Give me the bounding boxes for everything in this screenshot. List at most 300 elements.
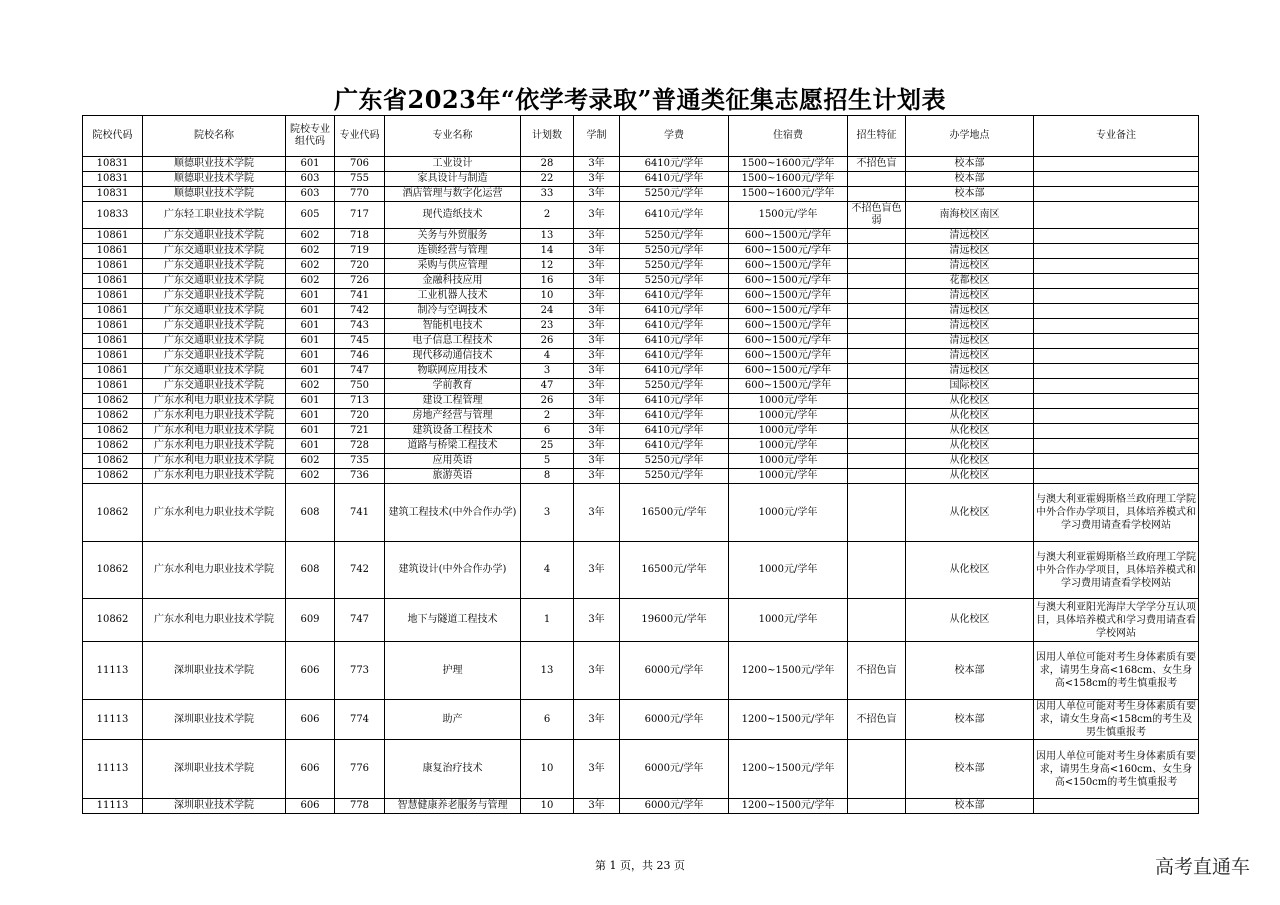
cell-duration: 3年 (574, 484, 620, 542)
cell-tuition: 6410元/学年 (620, 424, 729, 439)
cell-accommodation: 1500元/学年 (729, 202, 848, 229)
cell-group-code: 601 (286, 289, 335, 304)
cell-plan-count: 2 (521, 202, 574, 229)
cell-school-name: 顺德职业技术学院 (143, 172, 286, 187)
cell-admission-feature (848, 379, 906, 394)
cell-school-name: 广东交通职业技术学院 (143, 304, 286, 319)
cell-school-name: 深圳职业技术学院 (143, 799, 286, 814)
cell-remarks (1034, 394, 1199, 409)
cell-accommodation: 600~1500元/学年 (729, 334, 848, 349)
cell-plan-count: 8 (521, 469, 574, 484)
cell-remarks (1034, 799, 1199, 814)
cell-major-name: 旅游英语 (385, 469, 521, 484)
cell-accommodation: 1000元/学年 (729, 394, 848, 409)
cell-admission-feature (848, 274, 906, 289)
cell-admission-feature (848, 799, 906, 814)
cell-school-name: 顺德职业技术学院 (143, 187, 286, 202)
cell-admission-feature (848, 424, 906, 439)
cell-accommodation: 1000元/学年 (729, 542, 848, 599)
cell-tuition: 5250元/学年 (620, 454, 729, 469)
cell-duration: 3年 (574, 259, 620, 274)
cell-admission-feature (848, 349, 906, 364)
cell-group-code: 608 (286, 484, 335, 542)
cell-major-name: 现代造纸技术 (385, 202, 521, 229)
cell-tuition: 5250元/学年 (620, 229, 729, 244)
cell-school-code: 10861 (83, 229, 143, 244)
cell-major-name: 学前教育 (385, 379, 521, 394)
cell-school-name: 广东水利电力职业技术学院 (143, 424, 286, 439)
cell-remarks (1034, 454, 1199, 469)
cell-school-code: 10862 (83, 409, 143, 424)
cell-campus: 清远校区 (906, 349, 1034, 364)
cell-major-name: 道路与桥梁工程技术 (385, 439, 521, 454)
cell-plan-count: 4 (521, 542, 574, 599)
cell-major-code: 755 (335, 172, 385, 187)
header-school-code: 院校代码 (83, 116, 143, 157)
cell-tuition: 5250元/学年 (620, 379, 729, 394)
cell-group-code: 601 (286, 364, 335, 379)
cell-duration: 3年 (574, 172, 620, 187)
cell-major-code: 735 (335, 454, 385, 469)
cell-school-name: 广东交通职业技术学院 (143, 319, 286, 334)
cell-group-code: 602 (286, 379, 335, 394)
cell-admission-feature (848, 484, 906, 542)
table-row (83, 289, 1199, 304)
cell-remarks: 因用人单位可能对考生身体素质有要求，请男生身高<160cm、女生身高<150cm的考生慎重报考 (1034, 740, 1199, 799)
table-header-row (83, 116, 1199, 157)
cell-campus: 国际校区 (906, 379, 1034, 394)
cell-admission-feature: 不招色盲色弱 (848, 202, 906, 229)
cell-group-code: 602 (286, 244, 335, 259)
cell-remarks (1034, 172, 1199, 187)
cell-school-code: 10861 (83, 244, 143, 259)
cell-duration: 3年 (574, 202, 620, 229)
cell-major-name: 应用英语 (385, 454, 521, 469)
cell-major-name: 现代移动通信技术 (385, 349, 521, 364)
cell-tuition: 5250元/学年 (620, 244, 729, 259)
cell-tuition: 6410元/学年 (620, 289, 729, 304)
cell-campus: 从化校区 (906, 484, 1034, 542)
cell-major-code: 773 (335, 642, 385, 700)
cell-remarks (1034, 319, 1199, 334)
cell-admission-feature (848, 187, 906, 202)
cell-campus: 花都校区 (906, 274, 1034, 289)
table-body (83, 157, 1199, 814)
cell-accommodation: 1000元/学年 (729, 599, 848, 642)
cell-duration: 3年 (574, 274, 620, 289)
cell-duration: 3年 (574, 799, 620, 814)
cell-accommodation: 600~1500元/学年 (729, 364, 848, 379)
cell-tuition: 6000元/学年 (620, 642, 729, 700)
cell-school-code: 10861 (83, 334, 143, 349)
cell-admission-feature (848, 454, 906, 469)
cell-group-code: 601 (286, 409, 335, 424)
cell-school-code: 10861 (83, 304, 143, 319)
table-row (83, 229, 1199, 244)
cell-major-name: 物联网应用技术 (385, 364, 521, 379)
cell-major-name: 关务与外贸服务 (385, 229, 521, 244)
cell-major-code: 778 (335, 799, 385, 814)
cell-major-name: 建设工程管理 (385, 394, 521, 409)
cell-group-code: 606 (286, 700, 335, 740)
cell-accommodation: 1200~1500元/学年 (729, 700, 848, 740)
table-row (83, 319, 1199, 334)
cell-tuition: 6410元/学年 (620, 157, 729, 172)
cell-school-code: 10861 (83, 349, 143, 364)
cell-remarks (1034, 409, 1199, 424)
header-campus: 办学地点 (906, 116, 1034, 157)
page-footer: 第 1 页，共 23 页 (595, 859, 685, 872)
cell-school-code: 10862 (83, 542, 143, 599)
cell-major-code: 718 (335, 229, 385, 244)
cell-school-code: 10862 (83, 439, 143, 454)
cell-school-name: 广东水利电力职业技术学院 (143, 409, 286, 424)
cell-campus: 校本部 (906, 740, 1034, 799)
cell-admission-feature (848, 334, 906, 349)
cell-campus: 从化校区 (906, 439, 1034, 454)
cell-duration: 3年 (574, 469, 620, 484)
cell-campus: 从化校区 (906, 469, 1034, 484)
cell-group-code: 605 (286, 202, 335, 229)
cell-admission-feature (848, 542, 906, 599)
cell-school-code: 10861 (83, 289, 143, 304)
cell-accommodation: 600~1500元/学年 (729, 289, 848, 304)
cell-tuition: 6410元/学年 (620, 334, 729, 349)
header-admission-feature: 招生特征 (848, 116, 906, 157)
cell-accommodation: 1000元/学年 (729, 469, 848, 484)
cell-accommodation: 1200~1500元/学年 (729, 799, 848, 814)
cell-school-name: 广东水利电力职业技术学院 (143, 439, 286, 454)
cell-group-code: 601 (286, 319, 335, 334)
cell-major-name: 建筑设备工程技术 (385, 424, 521, 439)
cell-school-name: 广东轻工职业技术学院 (143, 202, 286, 229)
cell-school-code: 10831 (83, 187, 143, 202)
cell-duration: 3年 (574, 289, 620, 304)
cell-school-code: 10862 (83, 469, 143, 484)
cell-plan-count: 25 (521, 439, 574, 454)
cell-tuition: 6410元/学年 (620, 364, 729, 379)
cell-campus: 从化校区 (906, 424, 1034, 439)
table-row (83, 454, 1199, 469)
cell-tuition: 6410元/学年 (620, 319, 729, 334)
cell-remarks: 因用人单位可能对考生身体素质有要求，请女生身高<158cm的考生及男生慎重报考 (1034, 700, 1199, 740)
cell-accommodation: 1000元/学年 (729, 439, 848, 454)
cell-admission-feature (848, 304, 906, 319)
cell-remarks (1034, 289, 1199, 304)
cell-plan-count: 33 (521, 187, 574, 202)
cell-major-code: 713 (335, 394, 385, 409)
cell-school-code: 11113 (83, 642, 143, 700)
cell-group-code: 602 (286, 469, 335, 484)
cell-accommodation: 600~1500元/学年 (729, 229, 848, 244)
cell-admission-feature (848, 364, 906, 379)
cell-major-name: 工业设计 (385, 157, 521, 172)
cell-major-name: 制冷与空调技术 (385, 304, 521, 319)
cell-school-code: 10862 (83, 599, 143, 642)
cell-duration: 3年 (574, 157, 620, 172)
cell-campus: 校本部 (906, 642, 1034, 700)
table-row (83, 799, 1199, 814)
cell-remarks (1034, 364, 1199, 379)
cell-campus: 清远校区 (906, 364, 1034, 379)
cell-major-code: 776 (335, 740, 385, 799)
cell-school-name: 广东水利电力职业技术学院 (143, 599, 286, 642)
table-row (83, 187, 1199, 202)
cell-accommodation: 1200~1500元/学年 (729, 642, 848, 700)
cell-school-name: 顺德职业技术学院 (143, 157, 286, 172)
cell-remarks: 与澳大利亚霍姆斯格兰政府理工学院中外合作办学项目，具体培养模式和学习费用请查看学校网站 (1034, 484, 1199, 542)
cell-school-code: 10862 (83, 424, 143, 439)
cell-tuition: 6410元/学年 (620, 172, 729, 187)
cell-campus: 南海校区南区 (906, 202, 1034, 229)
cell-campus: 从化校区 (906, 454, 1034, 469)
cell-accommodation: 600~1500元/学年 (729, 244, 848, 259)
cell-plan-count: 1 (521, 599, 574, 642)
cell-remarks (1034, 202, 1199, 229)
cell-major-code: 717 (335, 202, 385, 229)
cell-duration: 3年 (574, 700, 620, 740)
table-row (83, 202, 1199, 229)
cell-plan-count: 23 (521, 319, 574, 334)
cell-duration: 3年 (574, 304, 620, 319)
cell-group-code: 601 (286, 157, 335, 172)
cell-accommodation: 1000元/学年 (729, 424, 848, 439)
cell-admission-feature (848, 172, 906, 187)
cell-tuition: 6410元/学年 (620, 349, 729, 364)
cell-campus: 从化校区 (906, 409, 1034, 424)
cell-school-name: 广东交通职业技术学院 (143, 364, 286, 379)
cell-major-name: 酒店管理与数字化运营 (385, 187, 521, 202)
cell-school-name: 广东交通职业技术学院 (143, 229, 286, 244)
cell-school-code: 10831 (83, 172, 143, 187)
enrollment-plan-table (82, 115, 1199, 814)
table-row (83, 439, 1199, 454)
table-row (83, 259, 1199, 274)
cell-group-code: 603 (286, 187, 335, 202)
cell-remarks: 因用人单位可能对考生身体素质有要求，请男生身高<168cm、女生身高<158cm的考生慎重报考 (1034, 642, 1199, 700)
cell-campus: 清远校区 (906, 244, 1034, 259)
cell-major-name: 建筑工程技术(中外合作办学) (385, 484, 521, 542)
cell-campus: 校本部 (906, 187, 1034, 202)
cell-group-code: 601 (286, 304, 335, 319)
cell-plan-count: 47 (521, 379, 574, 394)
cell-plan-count: 2 (521, 409, 574, 424)
cell-group-code: 603 (286, 172, 335, 187)
cell-tuition: 6410元/学年 (620, 409, 729, 424)
cell-major-code: 742 (335, 542, 385, 599)
cell-plan-count: 22 (521, 172, 574, 187)
cell-remarks (1034, 334, 1199, 349)
table-row (83, 642, 1199, 700)
cell-duration: 3年 (574, 334, 620, 349)
cell-remarks (1034, 439, 1199, 454)
cell-school-name: 深圳职业技术学院 (143, 740, 286, 799)
cell-plan-count: 6 (521, 424, 574, 439)
cell-major-code: 728 (335, 439, 385, 454)
cell-campus: 校本部 (906, 799, 1034, 814)
cell-tuition: 6000元/学年 (620, 700, 729, 740)
cell-major-code: 750 (335, 379, 385, 394)
header-major-code: 专业代码 (335, 116, 385, 157)
cell-remarks (1034, 304, 1199, 319)
cell-duration: 3年 (574, 642, 620, 700)
cell-tuition: 6410元/学年 (620, 394, 729, 409)
cell-duration: 3年 (574, 424, 620, 439)
cell-duration: 3年 (574, 542, 620, 599)
cell-major-name: 康复治疗技术 (385, 740, 521, 799)
header-group-code: 院校专业组代码 (286, 116, 335, 157)
cell-school-name: 广东交通职业技术学院 (143, 259, 286, 274)
cell-major-code: 736 (335, 469, 385, 484)
cell-plan-count: 26 (521, 394, 574, 409)
cell-school-name: 广东交通职业技术学院 (143, 244, 286, 259)
table-row (83, 157, 1199, 172)
cell-major-name: 智慧健康养老服务与管理 (385, 799, 521, 814)
cell-duration: 3年 (574, 187, 620, 202)
table-row (83, 349, 1199, 364)
cell-plan-count: 28 (521, 157, 574, 172)
cell-remarks (1034, 274, 1199, 289)
cell-group-code: 602 (286, 454, 335, 469)
cell-major-code: 721 (335, 424, 385, 439)
cell-school-code: 10861 (83, 364, 143, 379)
table-row (83, 364, 1199, 379)
cell-admission-feature (848, 599, 906, 642)
cell-accommodation: 600~1500元/学年 (729, 379, 848, 394)
cell-campus: 从化校区 (906, 394, 1034, 409)
cell-campus: 清远校区 (906, 259, 1034, 274)
cell-admission-feature (848, 469, 906, 484)
cell-school-code: 10861 (83, 319, 143, 334)
cell-group-code: 601 (286, 424, 335, 439)
cell-campus: 清远校区 (906, 319, 1034, 334)
cell-accommodation: 600~1500元/学年 (729, 259, 848, 274)
cell-plan-count: 12 (521, 259, 574, 274)
table-row (83, 700, 1199, 740)
cell-remarks (1034, 229, 1199, 244)
cell-tuition: 6410元/学年 (620, 304, 729, 319)
cell-school-name: 广东交通职业技术学院 (143, 274, 286, 289)
cell-duration: 3年 (574, 379, 620, 394)
cell-tuition: 6000元/学年 (620, 740, 729, 799)
cell-school-name: 广东水利电力职业技术学院 (143, 484, 286, 542)
cell-major-name: 智能机电技术 (385, 319, 521, 334)
cell-accommodation: 600~1500元/学年 (729, 274, 848, 289)
cell-accommodation: 600~1500元/学年 (729, 349, 848, 364)
cell-duration: 3年 (574, 394, 620, 409)
cell-school-name: 广东水利电力职业技术学院 (143, 542, 286, 599)
cell-plan-count: 5 (521, 454, 574, 469)
cell-duration: 3年 (574, 599, 620, 642)
cell-admission-feature (848, 439, 906, 454)
cell-major-code: 726 (335, 274, 385, 289)
cell-school-code: 11113 (83, 700, 143, 740)
cell-duration: 3年 (574, 454, 620, 469)
table-row (83, 599, 1199, 642)
cell-remarks: 与澳大利亚阳光海岸大学学分互认项目，具体培养模式和学习费用请查看学校网站 (1034, 599, 1199, 642)
header-remarks: 专业备注 (1034, 116, 1199, 157)
cell-campus: 清远校区 (906, 304, 1034, 319)
cell-major-code: 741 (335, 289, 385, 304)
cell-group-code: 606 (286, 642, 335, 700)
cell-major-code: 747 (335, 364, 385, 379)
cell-major-code: 745 (335, 334, 385, 349)
cell-major-name: 地下与隧道工程技术 (385, 599, 521, 642)
cell-remarks (1034, 424, 1199, 439)
cell-tuition: 5250元/学年 (620, 469, 729, 484)
cell-group-code: 608 (286, 542, 335, 599)
cell-admission-feature (848, 394, 906, 409)
cell-plan-count: 10 (521, 289, 574, 304)
cell-tuition: 5250元/学年 (620, 274, 729, 289)
cell-admission-feature (848, 289, 906, 304)
cell-admission-feature: 不招色盲 (848, 642, 906, 700)
cell-campus: 校本部 (906, 172, 1034, 187)
table-row (83, 542, 1199, 599)
table-row (83, 409, 1199, 424)
cell-group-code: 601 (286, 394, 335, 409)
table-row (83, 424, 1199, 439)
cell-group-code: 606 (286, 799, 335, 814)
cell-school-name: 广东水利电力职业技术学院 (143, 454, 286, 469)
header-accommodation: 住宿费 (729, 116, 848, 157)
cell-group-code: 601 (286, 439, 335, 454)
table-row (83, 172, 1199, 187)
cell-campus: 校本部 (906, 700, 1034, 740)
cell-accommodation: 1000元/学年 (729, 484, 848, 542)
cell-school-code: 10861 (83, 259, 143, 274)
cell-plan-count: 13 (521, 229, 574, 244)
table-row (83, 244, 1199, 259)
cell-remarks (1034, 349, 1199, 364)
cell-admission-feature (848, 229, 906, 244)
cell-remarks: 与澳大利亚霍姆斯格兰政府理工学院中外合作办学项目，具体培养模式和学习费用请查看学校网站 (1034, 542, 1199, 599)
cell-major-code: 720 (335, 259, 385, 274)
cell-accommodation: 600~1500元/学年 (729, 319, 848, 334)
cell-major-name: 家具设计与制造 (385, 172, 521, 187)
cell-duration: 3年 (574, 364, 620, 379)
cell-major-code: 719 (335, 244, 385, 259)
cell-campus: 从化校区 (906, 599, 1034, 642)
cell-accommodation: 1500~1600元/学年 (729, 157, 848, 172)
cell-major-code: 746 (335, 349, 385, 364)
cell-plan-count: 16 (521, 274, 574, 289)
header-plan-count: 计划数 (521, 116, 574, 157)
cell-major-name: 建筑设计(中外合作办学) (385, 542, 521, 599)
cell-campus: 清远校区 (906, 334, 1034, 349)
cell-tuition: 16500元/学年 (620, 542, 729, 599)
cell-school-name: 广东交通职业技术学院 (143, 349, 286, 364)
cell-major-name: 工业机器人技术 (385, 289, 521, 304)
cell-plan-count: 26 (521, 334, 574, 349)
cell-group-code: 602 (286, 229, 335, 244)
cell-major-code: 743 (335, 319, 385, 334)
cell-admission-feature: 不招色盲 (848, 157, 906, 172)
cell-plan-count: 3 (521, 484, 574, 542)
cell-major-code: 774 (335, 700, 385, 740)
cell-major-name: 采购与供应管理 (385, 259, 521, 274)
cell-group-code: 601 (286, 334, 335, 349)
cell-major-name: 连锁经营与管理 (385, 244, 521, 259)
table-row (83, 274, 1199, 289)
table-row (83, 469, 1199, 484)
table-row (83, 394, 1199, 409)
cell-tuition: 6000元/学年 (620, 799, 729, 814)
cell-plan-count: 6 (521, 700, 574, 740)
cell-tuition: 5250元/学年 (620, 187, 729, 202)
header-major-name: 专业名称 (385, 116, 521, 157)
cell-admission-feature (848, 259, 906, 274)
